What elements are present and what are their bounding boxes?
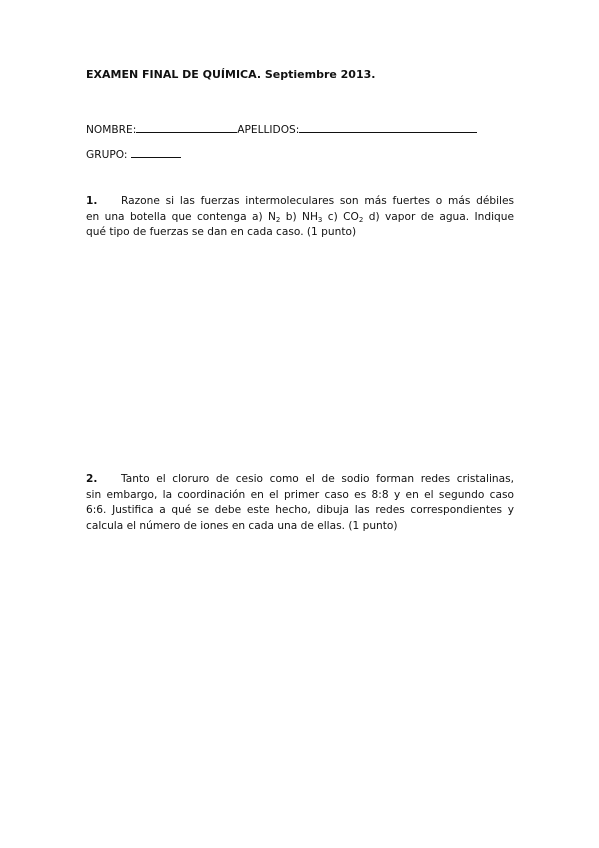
- question-1-text-part: d) vapor de agua. Indique: [363, 210, 514, 223]
- question-2-text-line-1: Tanto el cloruro de cesio como el de sodio forman redes cristalinas,: [121, 473, 514, 485]
- question-2-number: 2.: [86, 473, 98, 485]
- question-1-line-1: [86, 194, 514, 210]
- question-1-text-part: en una botella que contenga a) N: [86, 210, 276, 223]
- subscript: 3: [317, 215, 323, 224]
- subscript: 2: [275, 215, 281, 224]
- nombre-blank[interactable]: [136, 121, 237, 133]
- question-2-line-3: 6:6. Justifica a qué se debe este hecho, dibuja las redes correspondientes y: [86, 504, 514, 516]
- apellidos-blank[interactable]: [299, 121, 477, 133]
- question-1: [86, 194, 514, 241]
- question-1-text-line-1: Razone si las fuerzas intermoleculares son más fuertes o más débiles: [121, 195, 514, 207]
- question-1-number: 1.: [86, 195, 98, 207]
- question-1-text-part: c) CO: [322, 210, 359, 223]
- apellidos-label: APELLIDOS:: [237, 124, 300, 136]
- grupo-blank[interactable]: [131, 146, 181, 158]
- question-1-line-3: qué tipo de fuerzas se dan en cada caso. (1 punto): [86, 226, 357, 238]
- nombre-label: NOMBRE:: [86, 124, 137, 136]
- name-row: [86, 121, 477, 136]
- subscript: 2: [358, 215, 364, 224]
- question-2: [86, 472, 514, 534]
- grupo-label: GRUPO:: [86, 149, 128, 161]
- question-1-line-2: [86, 210, 514, 226]
- question-1-text-part: b) NH: [280, 210, 318, 223]
- group-row: [86, 146, 181, 161]
- question-2-line-1: [86, 472, 514, 488]
- question-2-line-4: calcula el número de iones en cada una de ellas. (1 punto): [86, 519, 398, 532]
- exam-title: EXAMEN FINAL DE QUÍMICA. Septiembre 2013.: [86, 68, 376, 81]
- question-2-line-2: sin embargo, la coordinación en el primer caso es 8:8 y en el segundo caso: [86, 488, 514, 501]
